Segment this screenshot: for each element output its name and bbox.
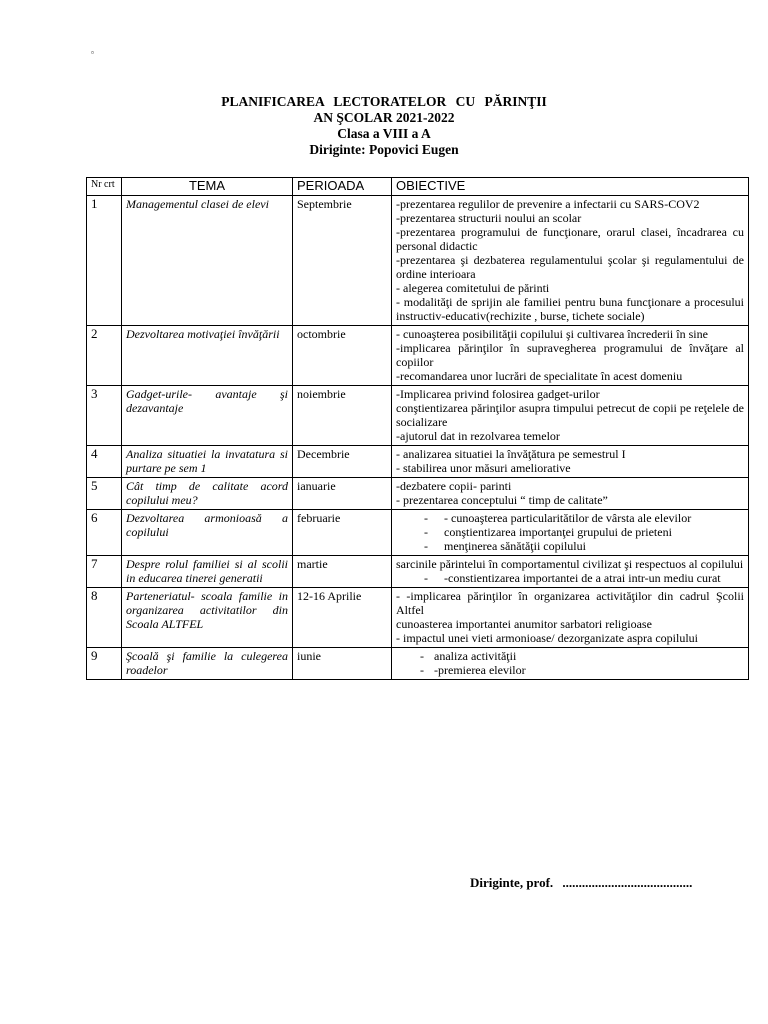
column-header-tema: TEMA (122, 178, 293, 196)
class-teacher: Diriginte: Popovici Eugen (309, 142, 459, 157)
row-perioada: ianuarie (293, 478, 392, 510)
row-number: 2 (87, 326, 122, 386)
bullet-dash: - (424, 525, 428, 539)
objective-line: -ajutorul dat in rezolvarea temelor (396, 429, 560, 443)
row-perioada: februarie (293, 510, 392, 556)
column-header-perioada: PERIOADA (293, 178, 392, 196)
school-year: AN ŞCOLAR 2021-2022 (313, 110, 455, 125)
bullet-text: - cunoaşterea particularitătilor de vârsta ale elevilor (444, 511, 692, 525)
objective-line: - stabilirea unor măsuri ameliorative (396, 461, 571, 475)
row-tema: Parteneriatul- scoala familie in organizarea activitatilor din Scoala ALTFEL (122, 588, 293, 648)
table-row (87, 196, 749, 326)
objective-line: - analizarea situatiei la învăţătura pe semestrul I (396, 447, 626, 461)
table-row (87, 556, 749, 588)
objective-line: -prezentarea programului de funcţionare, orarul clasei, încadrarea cu personal didactic (396, 225, 744, 253)
row-obiective (392, 196, 749, 326)
objective-line: - impactul unei vieti armonioase/ dezorganizate aspra copilului (396, 631, 699, 645)
row-perioada: 12-16 Aprilie (293, 588, 392, 648)
objective-line: -dezbatere copii- parinti (396, 479, 512, 493)
table-row (87, 386, 749, 446)
objective-bullet (396, 539, 744, 553)
objective-line: -implicarea părinţilor în supravegherea programului de învăţare al copiilor (396, 341, 744, 369)
objective-bullet (396, 511, 744, 525)
bullet-text: -constientizarea importantei de a atrai intr-un mediu curat (444, 571, 721, 585)
objective-bullet (396, 525, 744, 539)
signature-line (470, 875, 692, 891)
row-number: 9 (87, 648, 122, 680)
objective-bullet (396, 649, 744, 663)
column-header-nr: Nr crt (87, 178, 122, 196)
row-obiective (392, 478, 749, 510)
class-name: Clasa a VIII a A (337, 126, 431, 141)
bullet-dash: - (420, 663, 424, 677)
table-row (87, 648, 749, 680)
objective-bullet (396, 571, 744, 585)
row-perioada: martie (293, 556, 392, 588)
row-number: 1 (87, 196, 122, 326)
bullet-dash: - (424, 539, 428, 553)
row-tema: Despre rolul familiei si al scolii in educarea tinerei generatii (122, 556, 293, 588)
row-tema: Gadget-urile- avantaje şi dezavantaje (122, 386, 293, 446)
row-tema: Şcoală şi familie la culegerea roadelor (122, 648, 293, 680)
objective-line: -prezentarea structurii noului an scolar (396, 211, 582, 225)
column-header-obiective: OBIECTIVE (392, 178, 749, 196)
row-number: 6 (87, 510, 122, 556)
objective-line: - modalităţi de sprijin ale familiei pentru buna funcţionare a procesului instructiv-educativ(rechizite , burse, tichete sociale) (396, 295, 744, 323)
row-obiective (392, 386, 749, 446)
row-number: 8 (87, 588, 122, 648)
bullet-dash: - (424, 571, 428, 585)
row-perioada: noiembrie (293, 386, 392, 446)
row-obiective (392, 326, 749, 386)
bullet-text: analiza activităţii (434, 649, 517, 663)
objective-bullet (396, 663, 744, 677)
objective-line: sarcinile părintelui în comportamentul civilizat şi respectuos al copilului (396, 557, 744, 571)
signature-dots: ........................................ (562, 875, 693, 890)
row-perioada: Decembrie (293, 446, 392, 478)
row-tema: Analiza situatiei la invatatura si purtare pe sem 1 (122, 446, 293, 478)
row-tema: Cât timp de calitate acord copilului meu? (122, 478, 293, 510)
objective-line: - alegerea comitetului de părinti (396, 281, 550, 295)
objective-line: -Implicarea privind folosirea gadget-urilor (396, 387, 600, 401)
objective-line: -prezentarea regulilor de prevenire a infectarii cu SARS-COV2 (396, 197, 700, 211)
row-obiective (392, 588, 749, 648)
page-mark: ▫ (91, 48, 94, 57)
table-row (87, 446, 749, 478)
objective-line: -recomandarea unor lucrări de specialitate în acest domeniu (396, 369, 683, 383)
row-number: 7 (87, 556, 122, 588)
objective-line: -prezentarea şi dezbaterea regulamentului şcolar şi regulamentului de ordine interioara (396, 253, 744, 281)
bullet-text: conştientizarea importanţei grupului de prieteni (444, 525, 672, 539)
row-obiective (392, 648, 749, 680)
objective-line: - prezentarea conceptului “ timp de calitate” (396, 493, 608, 507)
objective-line: - cunoaşterea posibilităţii copilului şi cultivarea încrederii în sine (396, 327, 708, 341)
bullet-dash: - (420, 649, 424, 663)
objective-line: - -implicarea părinţilor în organizarea activităţilor din cadrul Şcolii Altfel (396, 589, 744, 617)
objective-line: cunoasterea importantei anumitor sarbatori religioase (396, 617, 652, 631)
document-title: PLANIFICAREA LECTORATELOR CU PĂRINŢII (221, 94, 547, 109)
row-number: 5 (87, 478, 122, 510)
table-row (87, 326, 749, 386)
row-number: 3 (87, 386, 122, 446)
bullet-dash: - (424, 511, 428, 525)
objective-line: conştientizarea părinţilor asupra timpului petrecut de copii pe reţelele de socializare (396, 401, 744, 429)
document-header (0, 94, 768, 158)
row-perioada: Septembrie (293, 196, 392, 326)
table-header-row (87, 178, 749, 196)
row-number: 4 (87, 446, 122, 478)
row-tema: Dezvoltarea motivaţiei învăţării (122, 326, 293, 386)
row-tema: Dezvoltarea armonioasă a copilului (122, 510, 293, 556)
row-tema: Managementul clasei de elevi (122, 196, 293, 326)
bullet-text: menţinerea sănătăţii copilului (444, 539, 586, 553)
signature-label: Diriginte, prof. (470, 875, 554, 890)
row-perioada: octombrie (293, 326, 392, 386)
table-row (87, 478, 749, 510)
table-row (87, 510, 749, 556)
row-obiective (392, 556, 749, 588)
table-row (87, 588, 749, 648)
planning-table (86, 177, 749, 680)
row-obiective (392, 446, 749, 478)
row-obiective (392, 510, 749, 556)
bullet-text: -premierea elevilor (434, 663, 526, 677)
row-perioada: iunie (293, 648, 392, 680)
